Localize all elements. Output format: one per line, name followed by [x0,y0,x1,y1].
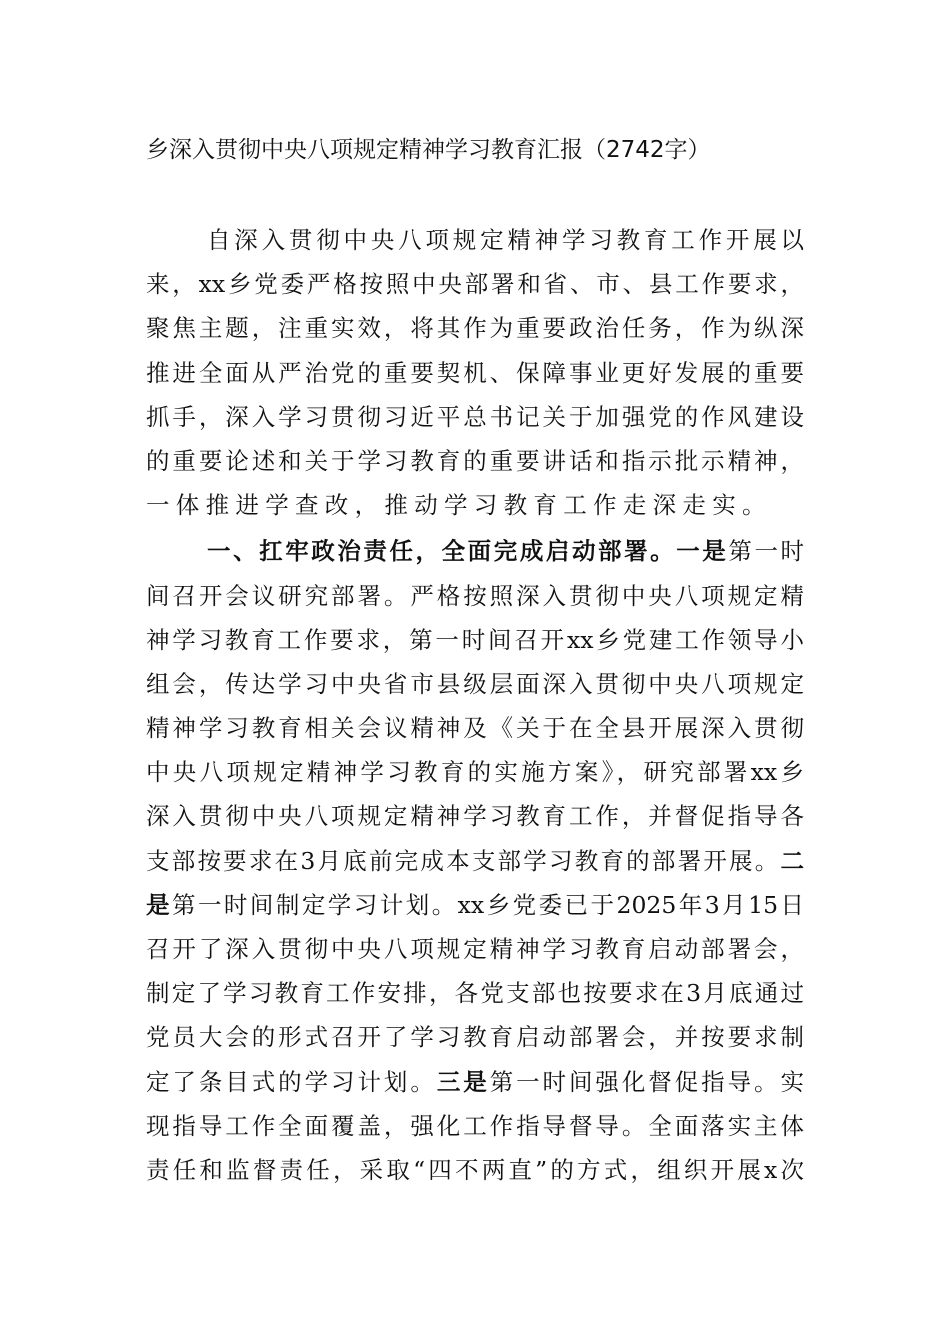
text: 推进全面从严治党的重要契机、保障事业更好发展的重要 [146,358,804,387]
text: 一体推进学查改，推动学习教育工作走深走实。 [146,491,772,520]
text-line [146,1060,804,1104]
text-line [146,483,804,527]
text-line [146,927,804,971]
text: 现指导工作全面覆盖，强化工作指导督导。全面落实主体 [146,1111,804,1140]
text-line [146,439,804,483]
text: 来，xx乡党委严格按照中央部署和省、市、县工作要求， [146,270,804,299]
paragraph [146,529,804,1192]
text-line [146,262,804,306]
text: 支部按要求在3月底前完成本支部学习教育的部署开展。 [146,846,781,875]
text: 神学习教育工作要求，第一时间召开xx乡党建工作领导小 [146,625,804,654]
text-line [146,1104,804,1148]
text: 的重要论述和关于学习教育的重要讲话和指示批示精神， [146,446,804,475]
text: 第一时 [728,537,805,566]
text: 聚焦主题，注重实效，将其作为重要政治任务，作为纵深 [146,314,804,343]
text-line [146,351,804,395]
text-line [146,395,804,439]
bold-text: 三是 [436,1067,490,1096]
text-line [146,529,804,573]
text-line [146,1148,804,1192]
paragraph [146,218,804,527]
text-line [146,1015,804,1059]
text: 精神学习教育相关会议精神及《关于在全县开展深入贯彻 [146,714,804,743]
document-body [146,218,804,1192]
text-line [146,706,804,750]
bold-text: 一、扛牢政治责任，全面完成启动部署。一是 [207,537,729,566]
text: 抓手，深入学习贯彻习近平总书记关于加强党的作风建设 [146,402,804,431]
text: 第一时间制定学习计划。xx乡党委已于2025年3月15日 [171,890,805,919]
text: 中央八项规定精神学习教育的实施方案》，研究部署xx乡 [146,758,804,787]
text-line [146,574,804,618]
bold-text: 二 [780,846,804,875]
text: 深入贯彻中央八项规定精神学习教育工作，并督促指导各 [146,802,804,831]
text: 间召开会议研究部署。严格按照深入贯彻中央八项规定精 [146,581,804,610]
text: 召开了深入贯彻中央八项规定精神学习教育启动部署会， [146,935,804,963]
text: 组会，传达学习中央省市县级层面深入贯彻中央八项规定 [146,669,804,698]
text: 党员大会的形式召开了学习教育启动部署会，并按要求制 [146,1023,804,1052]
text: 自深入贯彻中央八项规定精神学习教育工作开展以 [207,226,804,254]
text-line [146,839,804,883]
text-line [146,794,804,838]
text-line [146,306,804,350]
text-line [146,971,804,1015]
text: 责任和监督责任，采取“四不两直”的方式，组织开展x次 [146,1155,804,1184]
text-line [146,618,804,662]
bold-text: 是 [146,890,172,919]
text-line [146,218,804,262]
text-line [146,662,804,706]
document-title: 乡深入贯彻中央八项规定精神学习教育汇报（2742字） [146,137,711,163]
text-line [146,883,804,927]
text: 制定了学习教育工作安排，各党支部也按要求在3月底通过 [146,979,804,1008]
text: 定了条目式的学习计划。 [146,1067,437,1096]
text: 第一时间强化督促指导。实 [489,1067,804,1096]
text-line [146,750,804,794]
